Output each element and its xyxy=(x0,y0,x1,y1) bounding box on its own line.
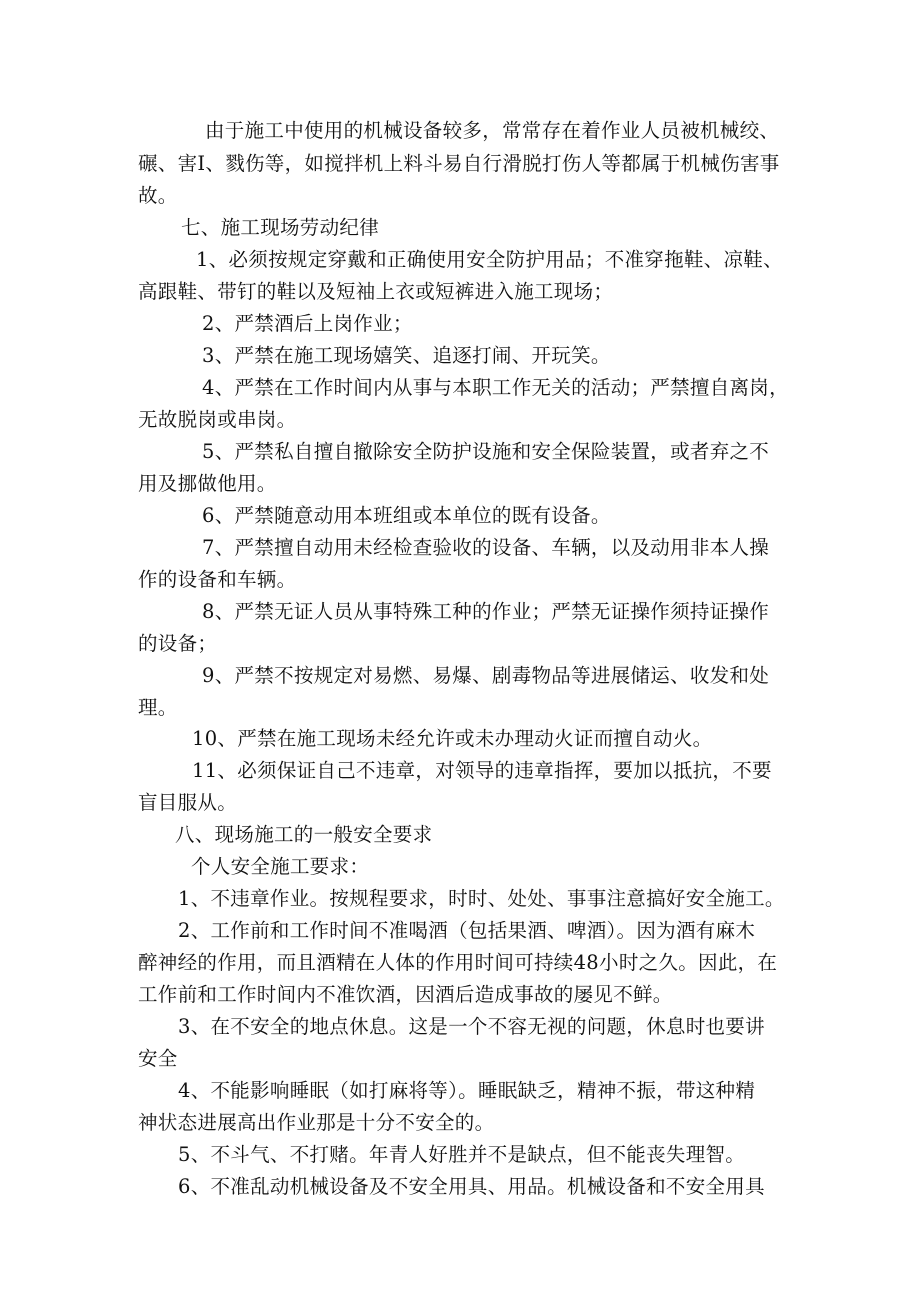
text-line: 2、严禁酒后上岗作业； xyxy=(202,312,413,335)
section-heading: 八、现场施工的一般安全要求 xyxy=(175,823,433,846)
text-line: 无故脱岗或串岗。 xyxy=(138,408,297,431)
text-line: 2、工作前和工作时间不准喝酒（包括果酒、啤酒）。因为酒有麻木 xyxy=(178,919,756,942)
text-line: 碾、害I、戮伤等，如搅拌机上料斗易自行滑脱打伤人等都属于机械伤害事 xyxy=(138,152,780,175)
text-line: 安全 xyxy=(138,1047,178,1070)
text-line: 11、必须保证自己不违章，对领导的违章指挥，要加以抵抗，不要 xyxy=(192,759,772,782)
text-line: 9、严禁不按规定对易燃、易爆、剧毒物品等进展储运、收发和处 xyxy=(202,664,770,687)
text-line: 1、必须按规定穿戴和正确使用安全防护用品；不准穿拖鞋、凉鞋、 xyxy=(196,248,783,271)
text-line: 4、不能影响睡眠（如打麻将等）。睡眠缺乏，精神不振，带这种精 xyxy=(178,1079,756,1102)
text-line: 6、严禁随意动用本班组或本单位的既有设备。 xyxy=(202,504,611,527)
text-line: 神状态进展高出作业那是十分不安全的。 xyxy=(138,1111,495,1134)
text-line: 4、严禁在工作时间内从事与本职工作无关的活动；严禁擅自离岗， xyxy=(202,376,789,399)
text-line: 8、严禁无证人员从事特殊工种的作业；严禁无证操作须持证操作 xyxy=(202,600,770,623)
text-line: 醉神经的作用，而且酒精在人体的作用时间可持续48小时之久。因此，在 xyxy=(138,951,778,974)
subsection-heading: 个人安全施工要求： xyxy=(191,855,370,878)
text-line: 10、严禁在施工现场未经允许或未办理动火证而擅自动火。 xyxy=(192,727,713,750)
text-line: 盲目服从。 xyxy=(138,791,238,814)
text-line: 3、严禁在施工现场嬉笑、追逐打闹、开玩笑。 xyxy=(202,344,611,367)
text-line: 高跟鞋、带钉的鞋以及短袖上衣或短裤进入施工现场； xyxy=(138,280,614,303)
text-line: 故。 xyxy=(138,184,178,207)
text-line: 7、严禁擅自动用未经检查验收的设备、车辆，以及动用非本人操 xyxy=(202,536,770,559)
text-line: 作的设备和车辆。 xyxy=(138,568,297,591)
text-line: 5、不斗气、不打赌。年青人好胜并不是缺点，但不能丧失理智。 xyxy=(178,1143,746,1166)
text-line: 理。 xyxy=(138,696,178,719)
text-line: 由于施工中使用的机械设备较多，常常存在着作业人员被机械绞、 xyxy=(205,119,780,142)
text-line: 3、在不安全的地点休息。这是一个不容无视的问题，休息时也要讲 xyxy=(178,1015,765,1038)
section-heading: 七、施工现场劳动纪律 xyxy=(181,216,380,239)
text-line: 工作前和工作时间内不准饮酒，因酒后造成事故的屡见不鲜。 xyxy=(138,983,673,1006)
text-line: 6、不准乱动机械设备及不安全用具、用品。机械设备和不安全用具 xyxy=(178,1175,765,1198)
text-line: 的设备； xyxy=(138,632,218,655)
text-line: 1、不违章作业。按规程要求，时时、处处、事事注意搞好安全施工。 xyxy=(178,887,785,910)
text-line: 5、严禁私自擅自撤除安全防护设施和安全保险装置，或者弃之不 xyxy=(202,440,770,463)
text-line: 用及挪做他用。 xyxy=(138,472,277,495)
